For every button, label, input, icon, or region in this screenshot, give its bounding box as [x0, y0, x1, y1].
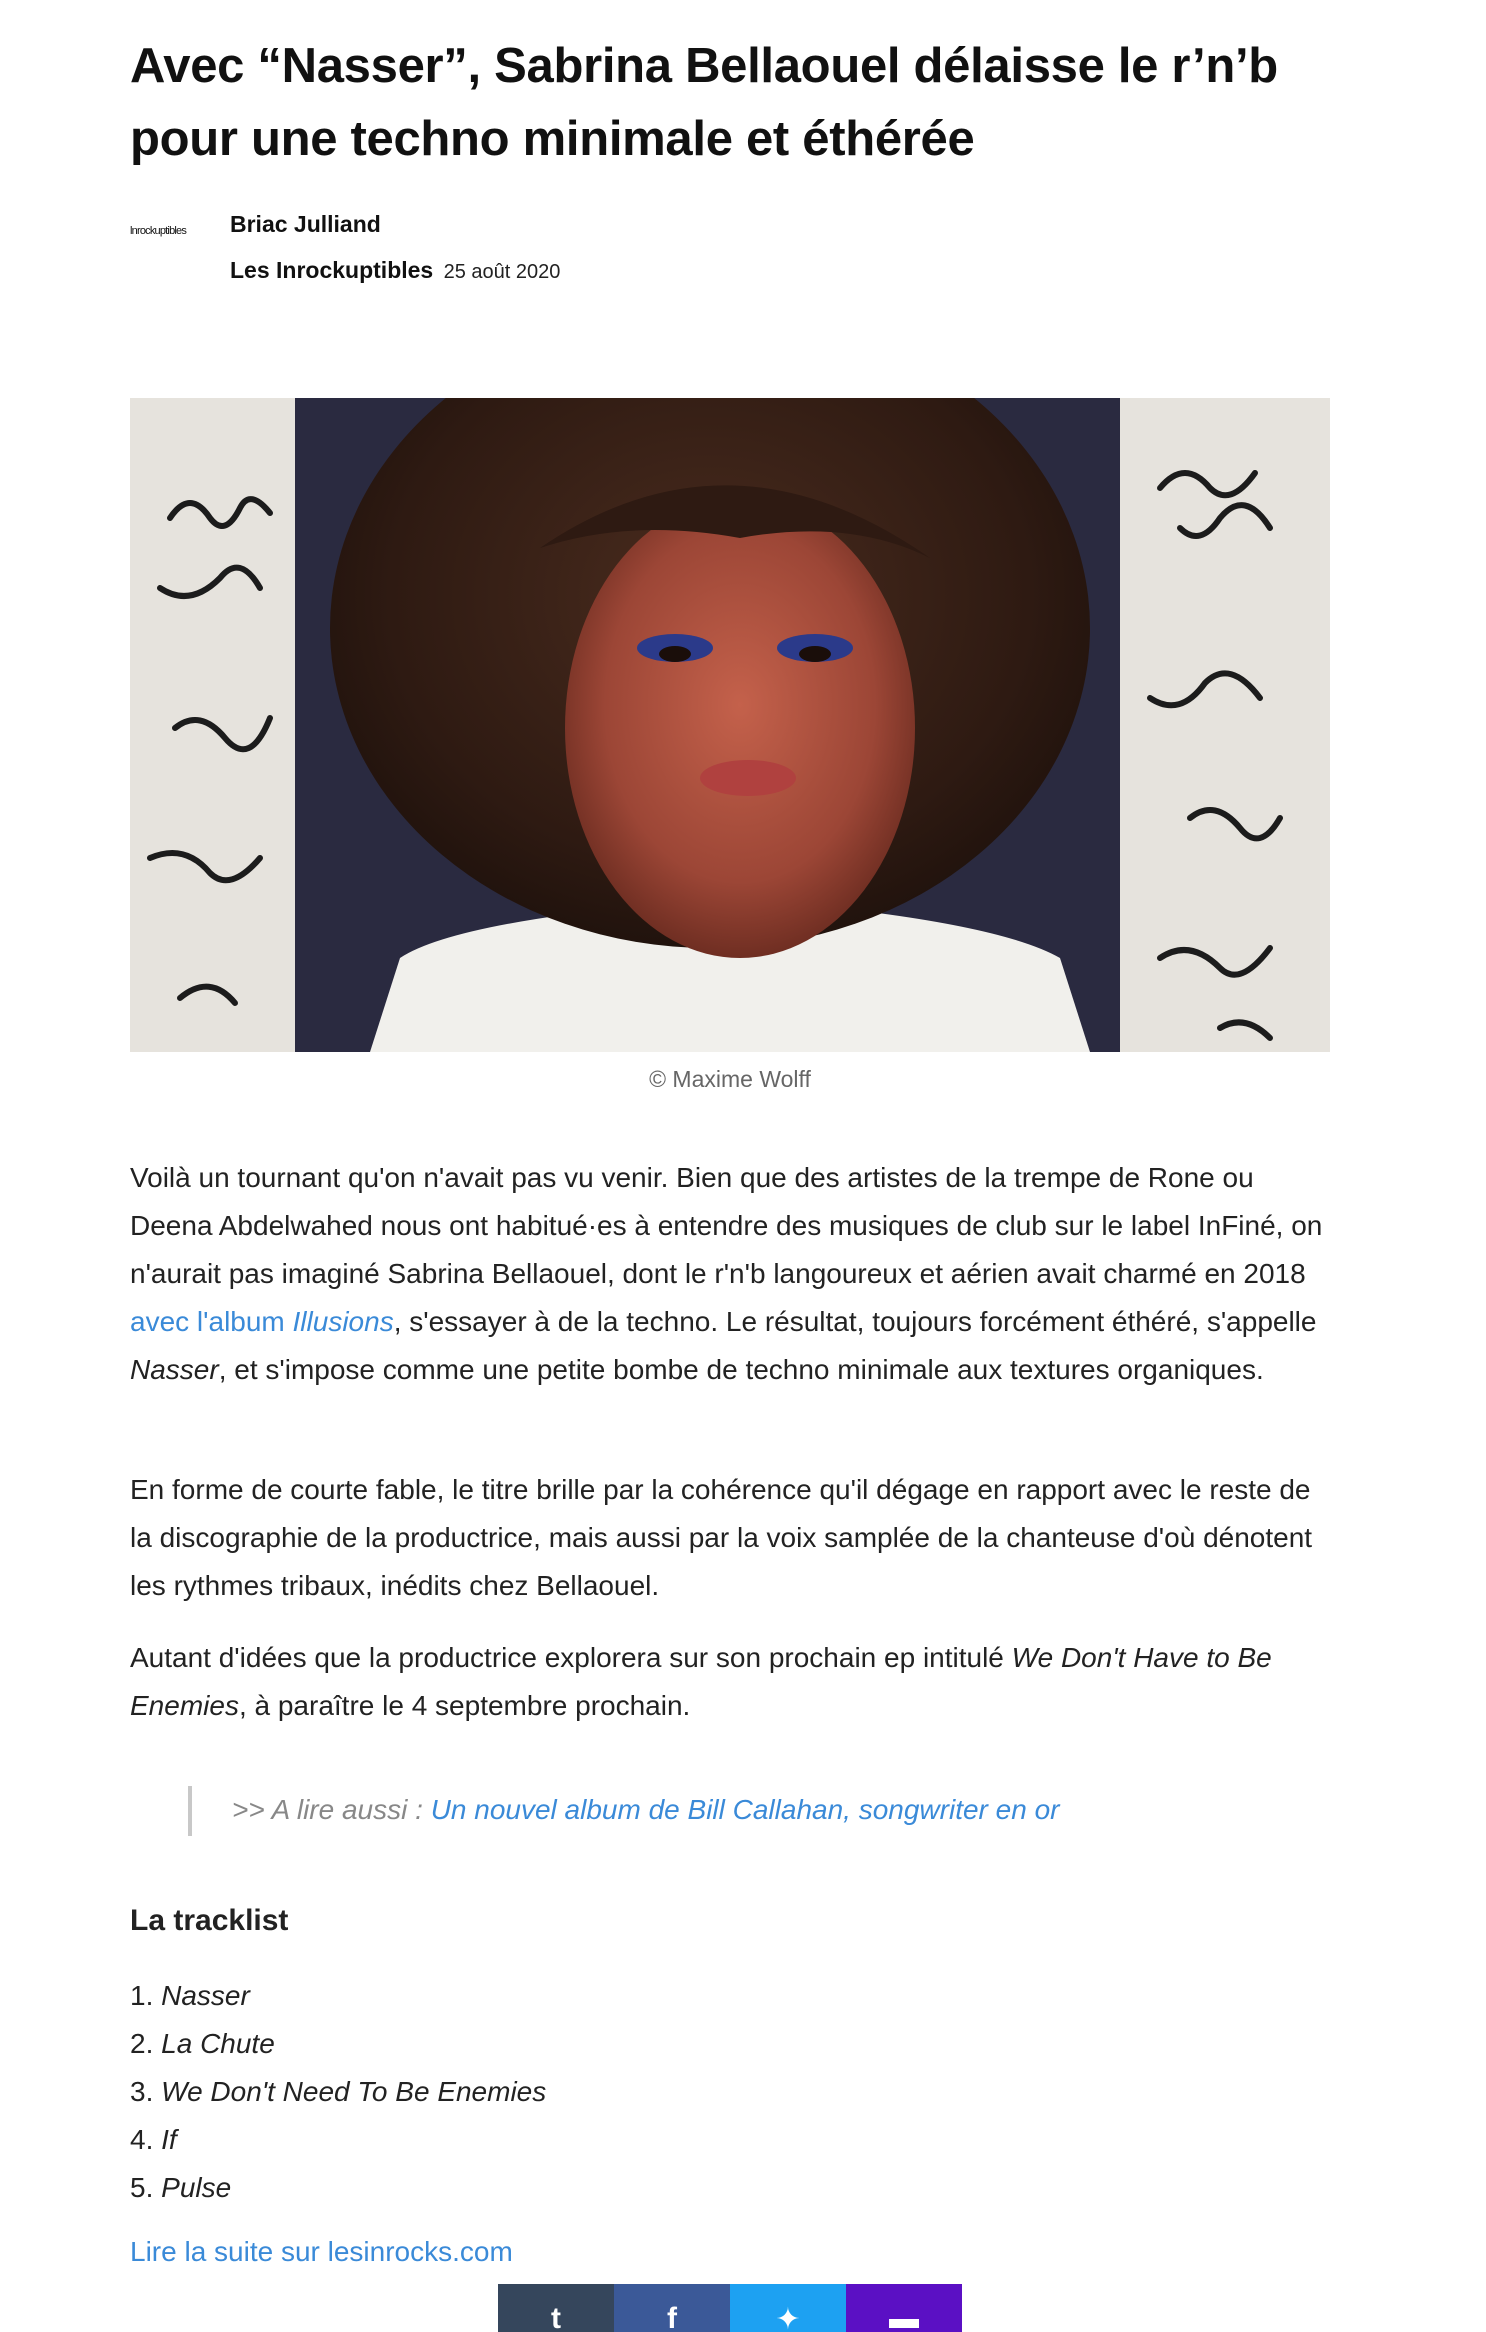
tumblr-icon: t: [551, 2302, 561, 2332]
paragraph-text: Voilà un tournant qu'on n'avait pas vu venir. Bien que des artistes de la trempe de Rone ou Deena Abdelwahed nous ont habitué·es à entendre des musiques de club sur le label InFiné, on n'aurait pas imaginé Sabrina Bellaouel, dont le r'n'b langoureux et aérien avait charmé en 2018: [130, 1162, 1323, 1289]
share-facebook-button[interactable]: [614, 2284, 730, 2332]
publisher-name[interactable]: Les Inrockuptibles: [230, 257, 434, 283]
track-item: [130, 1972, 546, 2020]
email-icon: ▬: [889, 2302, 919, 2332]
track-item: [130, 2116, 546, 2164]
track-title: La Chute: [161, 2028, 275, 2059]
related-prefix: >> A lire aussi :: [232, 1794, 431, 1825]
paragraph-text: , et s'impose comme une petite bombe de techno minimale aux textures organiques.: [218, 1354, 1264, 1385]
portrait-photo: [130, 398, 1330, 1052]
track-title: If: [161, 2124, 177, 2155]
paragraph-text: , à paraître le 4 septembre prochain.: [238, 1690, 691, 1721]
article-hero-image: [130, 398, 1330, 1052]
publisher-row: [230, 257, 560, 284]
article-headline: Avec “Nasser”, Sabrina Bellaouel délaisse le r’n’b pour une techno minimale et éthérée: [130, 39, 1278, 166]
track-title-italic: Nasser: [130, 1354, 219, 1385]
share-twitter-button[interactable]: [730, 2284, 846, 2332]
related-article-link[interactable]: Un nouvel album de Bill Callahan, songwriter en or: [430, 1794, 1060, 1825]
image-caption: © Maxime Wolff: [649, 1066, 811, 1092]
track-item: [130, 2020, 546, 2068]
article-paragraph-2: En forme de courte fable, le titre brille par la cohérence qu'il dégage en rapport avec le reste de la discographie de la productrice, mais aussi par la voix samplée de la chanteuse d'où dénotent les rythmes tribaux, inédits chez Bellaouel.: [130, 1474, 1313, 1601]
facebook-icon: f: [667, 2302, 677, 2332]
publish-date: 25 août 2020: [443, 261, 561, 283]
track-number: 2.: [130, 2028, 162, 2059]
publisher-logo[interactable]: lnrockuptibles: [130, 225, 187, 237]
track-title: Nasser: [161, 1980, 250, 2011]
read-more-link[interactable]: Lire la suite sur lesinrocks.com: [130, 2236, 513, 2267]
tracklist-heading: La tracklist: [130, 1904, 289, 1937]
link-text-italic: Illusions: [292, 1306, 394, 1337]
paragraph-text: , s'essayer à de la techno. Le résultat, toujours forcément éthéré, s'appelle: [393, 1306, 1317, 1337]
ep-title-italic: We Don't Have to Be Enemies: [130, 1642, 1272, 1721]
track-number: 1.: [130, 1980, 162, 2011]
byline: [130, 205, 930, 295]
author-name[interactable]: Briac Julliand: [230, 211, 381, 237]
article-paragraph-1: [130, 1154, 1340, 1394]
track-number: 4.: [130, 2124, 162, 2155]
tracklist: [130, 1972, 546, 2212]
track-number: 3.: [130, 2076, 162, 2107]
illusions-album-link[interactable]: [130, 1306, 394, 1337]
related-article-quote: [188, 1786, 1288, 1836]
link-text: avec l'album: [130, 1306, 293, 1337]
track-number: 5.: [130, 2172, 162, 2203]
paragraph-text: Autant d'idées que la productrice explorera sur son prochain ep intitulé: [130, 1642, 1012, 1673]
twitter-icon: ✦: [775, 2303, 801, 2332]
share-email-button[interactable]: [846, 2284, 962, 2332]
track-item: [130, 2068, 546, 2116]
share-tumblr-button[interactable]: [498, 2284, 614, 2332]
share-bar: [498, 2284, 962, 2332]
track-title: We Don't Need To Be Enemies: [161, 2076, 547, 2107]
article-paragraph-3: [130, 1634, 1340, 1730]
track-title: Pulse: [161, 2172, 232, 2203]
track-item: [130, 2164, 546, 2212]
